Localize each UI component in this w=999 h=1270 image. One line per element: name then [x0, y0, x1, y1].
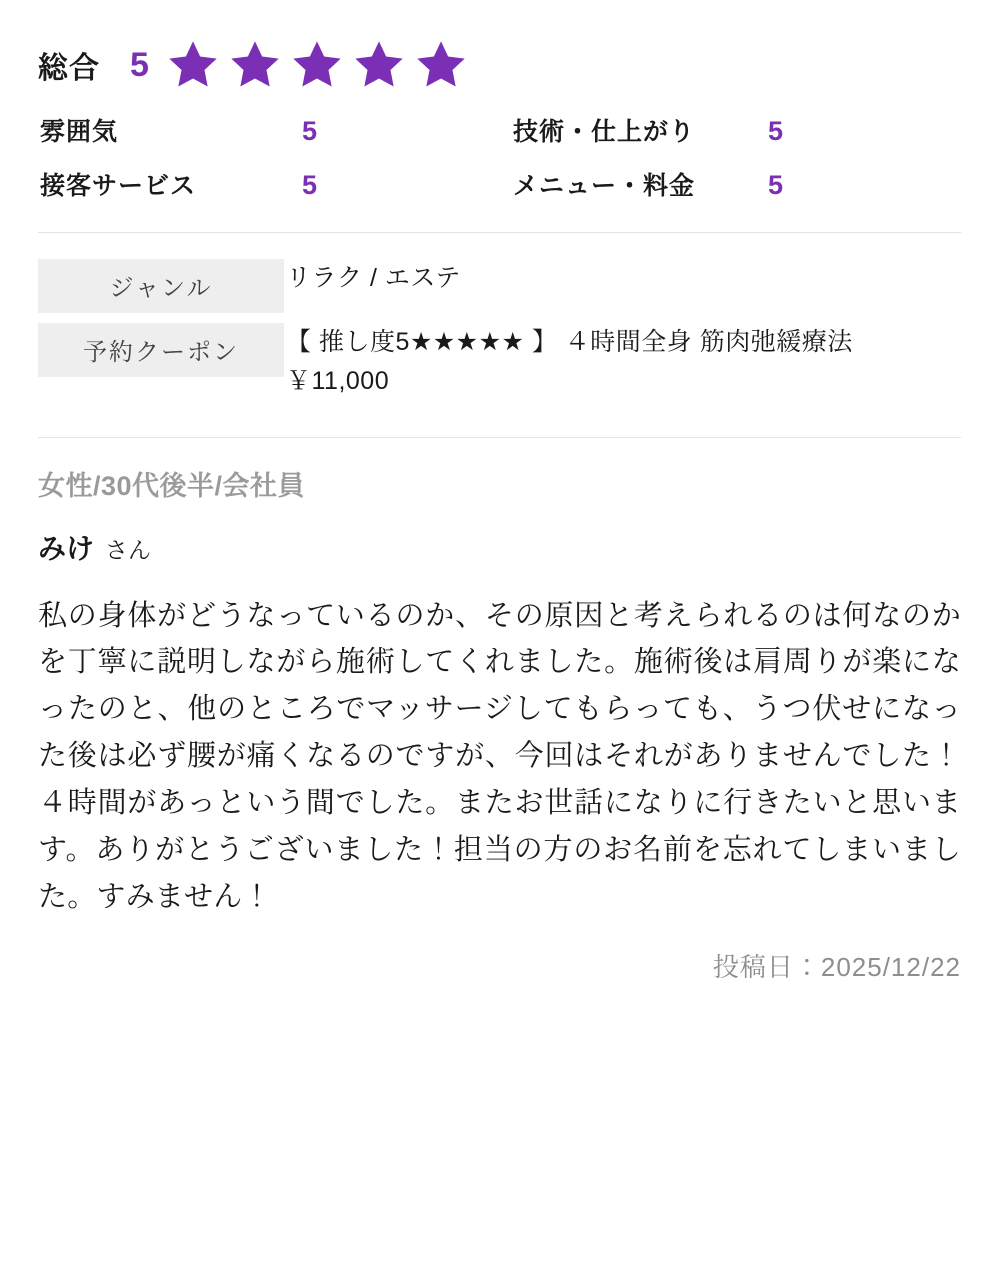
sub-rating-technique — [513, 112, 961, 148]
star-icon — [287, 36, 347, 94]
star-icon — [163, 36, 223, 94]
star-icon — [411, 36, 471, 94]
table-row — [38, 259, 961, 323]
sub-rating-value: 5 — [301, 116, 317, 146]
table-row — [38, 323, 961, 411]
divider — [38, 437, 961, 438]
meta-key-cell — [38, 259, 286, 323]
overall-rating-value: 5 — [130, 45, 149, 84]
sub-rating-label: 接客サービス — [40, 172, 197, 200]
sub-rating-value: 5 — [767, 116, 783, 146]
overall-rating — [38, 36, 961, 94]
meta-key-genre: ジャンル — [38, 259, 284, 313]
sub-rating-service — [38, 166, 513, 202]
review-body: 私の身体がどうなっているのか、その原因と考えられるのは何なのかを丁寧に説明しながら施術してくれました。施術後は肩周りが楽になったのと、他のところでマッサージしてもらっても、うつ伏せになった後は必ず腰が痛くなるのですが、今回はそれがありませんでした！４時間があっという間でした。またお世話になりに行きたいと思います。ありがとうございました！担当の方のお名前を忘れてしまいました。すみません！ — [38, 599, 961, 914]
posted-date: 投稿日：2025/12/22 — [712, 952, 961, 983]
meta-table — [38, 259, 961, 411]
meta-value-coupon: 【 推し度5★★★★★ 】 ４時間全身 筋肉弛緩療法 ￥11,000 — [286, 328, 853, 395]
overall-rating-label: 総合 — [38, 52, 100, 85]
divider — [38, 232, 961, 233]
meta-key-coupon: 予約クーポン — [38, 323, 284, 377]
sub-rating-label: メニュー・料金 — [513, 172, 696, 200]
sub-rating-atmosphere — [38, 112, 513, 148]
star-rating — [163, 36, 471, 94]
meta-key-cell — [38, 323, 286, 411]
reviewer-name-suffix: さん — [105, 536, 152, 563]
sub-rating-value: 5 — [767, 170, 783, 200]
star-icon — [225, 36, 285, 94]
meta-value-genre: リラク / エステ — [286, 264, 461, 292]
reviewer-name-row — [38, 527, 961, 567]
sub-rating-price — [513, 166, 961, 202]
sub-rating-label: 雰囲気 — [40, 118, 119, 146]
reviewer-attributes: 女性/30代後半/会社員 — [38, 470, 306, 501]
reviewer-name: みけ — [38, 532, 95, 564]
sub-ratings — [38, 112, 961, 202]
sub-rating-label: 技術・仕上がり — [513, 118, 696, 146]
sub-rating-value: 5 — [301, 170, 317, 200]
star-icon — [349, 36, 409, 94]
